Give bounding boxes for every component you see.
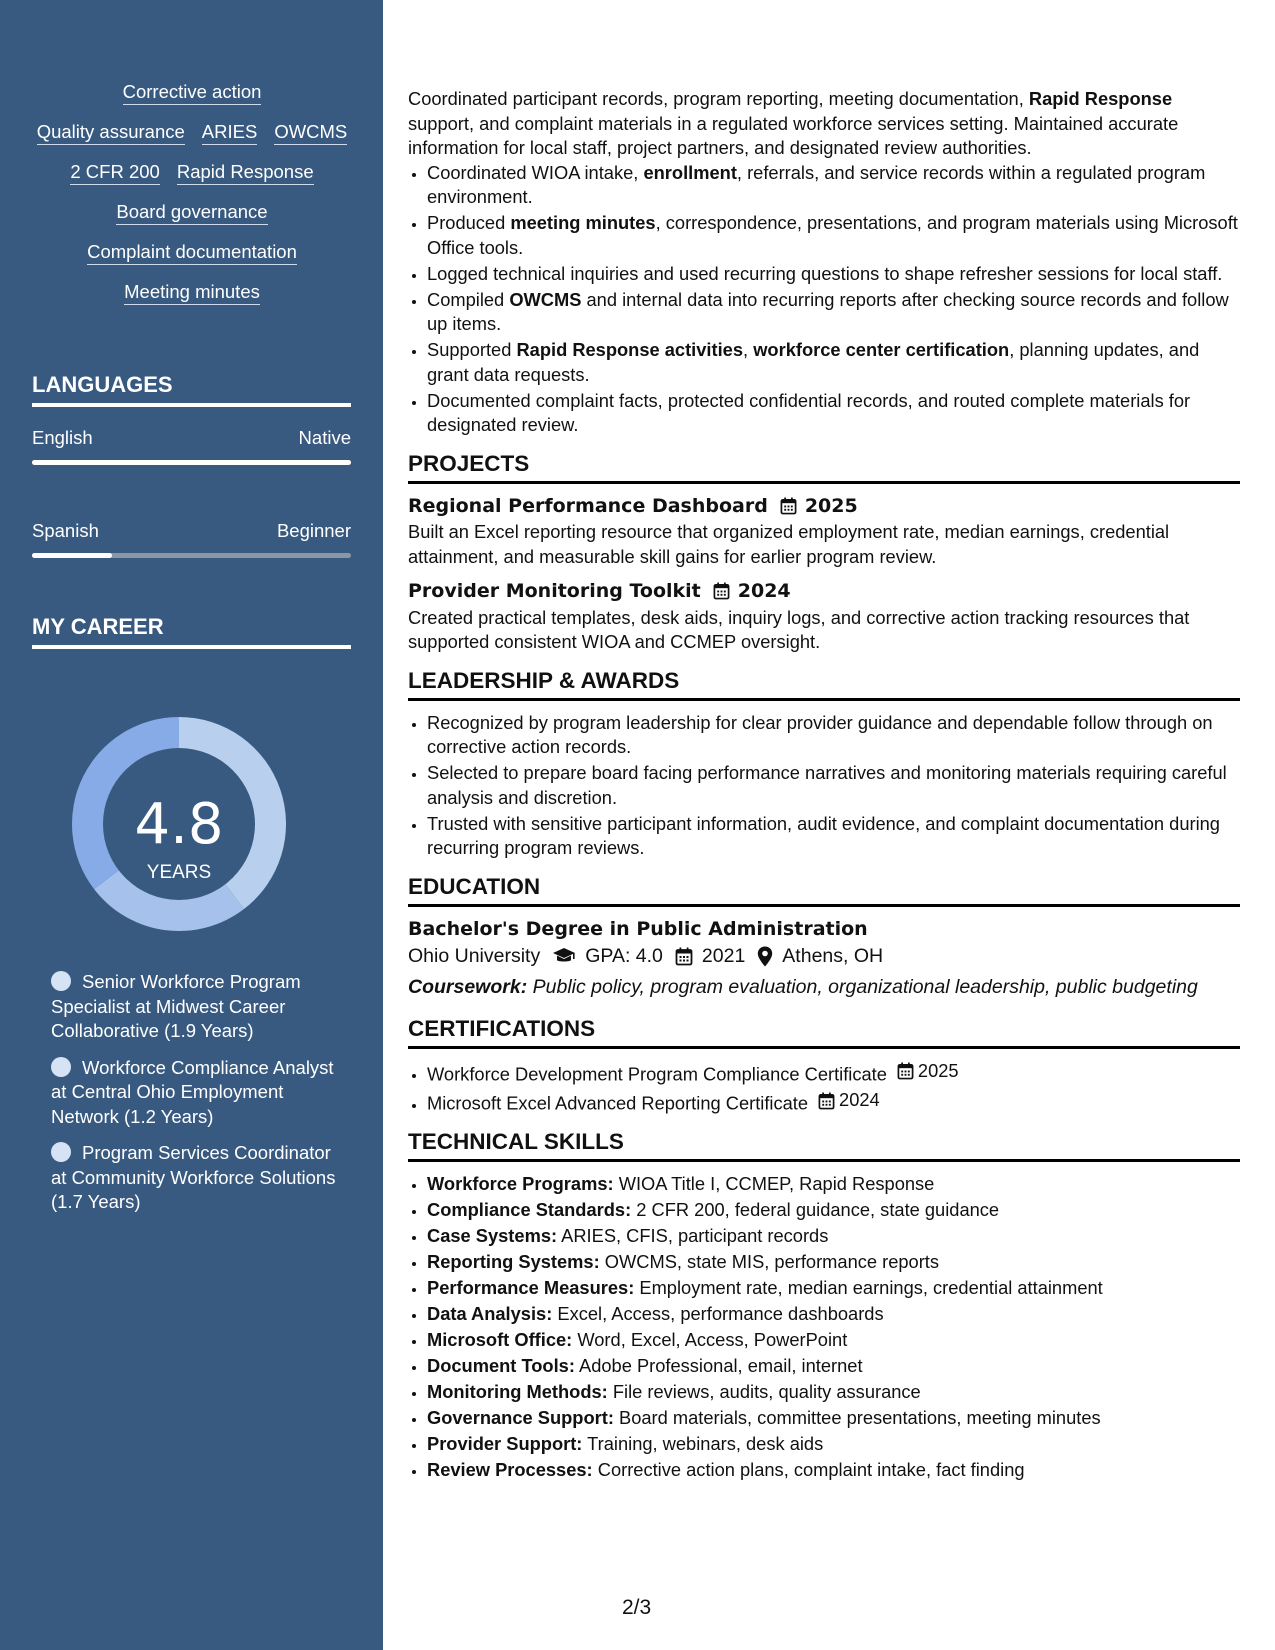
certification-name: Microsoft Excel Advanced Reporting Certificate bbox=[427, 1092, 809, 1114]
project-item bbox=[408, 579, 1240, 655]
certification-item bbox=[427, 1059, 1240, 1087]
skill-values: Employment rate, median earnings, credential attainment bbox=[639, 1277, 1103, 1298]
experience-bullet bbox=[427, 161, 1240, 210]
certification-year: 2025 bbox=[917, 1060, 959, 1081]
text: Coordinated participant records, program reporting, meeting documentation, bbox=[408, 88, 1029, 109]
skill-category: Workforce Programs: bbox=[427, 1173, 614, 1194]
text: support, and complaint materials in a regulated workforce services setting. Maintained accurate information for local staff, project partners, and designated review authorities. bbox=[408, 112, 1179, 158]
projects-heading: PROJECTS bbox=[408, 450, 1240, 484]
technical-skill-item bbox=[427, 1354, 1240, 1379]
skill-row bbox=[32, 280, 352, 305]
bold-text: enrollment bbox=[643, 161, 737, 183]
technical-skill-item bbox=[427, 1432, 1240, 1457]
language-bar-fill bbox=[32, 460, 351, 465]
skill-row bbox=[32, 120, 352, 145]
leadership-item: • Recognized by program leadership for clear provider guidance and dependable follow through on corrective action records. bbox=[427, 711, 1240, 760]
language-level: Native bbox=[298, 427, 351, 448]
languages-heading: LANGUAGES bbox=[32, 372, 351, 407]
calendar-icon bbox=[675, 947, 693, 966]
text: Compiled bbox=[427, 288, 510, 310]
skill-tag: ARIES bbox=[202, 120, 258, 145]
sidebar bbox=[0, 0, 383, 1650]
bullet-dot bbox=[51, 971, 71, 991]
language-bar bbox=[32, 553, 351, 558]
skill-category: Provider Support: bbox=[427, 1433, 583, 1454]
leadership-heading: LEADERSHIP & AWARDS bbox=[408, 667, 1240, 701]
skill-tag: Rapid Response bbox=[177, 160, 314, 185]
technical-skill-item bbox=[427, 1406, 1240, 1431]
experience-bullet bbox=[427, 262, 1240, 287]
bold-text: meeting minutes bbox=[510, 212, 656, 233]
career-item bbox=[51, 1141, 351, 1215]
skill-tag: Complaint documentation bbox=[87, 240, 297, 265]
coursework-text: Public policy, program evaluation, organizational leadership, public budgeting bbox=[532, 975, 1198, 998]
text: , correspondence, presentations, and program materials using Microsoft Office tools. bbox=[427, 212, 1238, 258]
certification-item bbox=[427, 1088, 1240, 1116]
language-name: Spanish bbox=[32, 520, 99, 541]
certifications-list bbox=[408, 1059, 1240, 1116]
experience-bullet bbox=[427, 338, 1240, 387]
skill-category: Case Systems: bbox=[427, 1225, 558, 1246]
bullet-dot bbox=[51, 1142, 71, 1162]
certification-name: Workforce Development Program Compliance Certificate bbox=[427, 1063, 887, 1085]
language-spanish bbox=[32, 520, 351, 558]
technical-skill-item bbox=[427, 1198, 1240, 1223]
career-item bbox=[51, 970, 351, 1044]
skill-category: Reporting Systems: bbox=[427, 1251, 600, 1272]
coursework-label: Coursework: bbox=[408, 975, 528, 998]
project-title: Provider Monitoring Toolkit bbox=[408, 580, 701, 602]
text: , planning updates, and grant data requests. bbox=[427, 339, 1200, 385]
skill-values: ARIES, CFIS, participant records bbox=[561, 1225, 829, 1246]
skill-tags bbox=[32, 80, 352, 320]
skill-category: Data Analysis: bbox=[427, 1303, 553, 1324]
text: Documented complaint facts, protected confidential records, and routed complete materials for designated review. bbox=[427, 389, 1191, 435]
text: and internal data into recurring reports after checking source records and follow up items. bbox=[427, 288, 1229, 334]
skill-category: Microsoft Office: bbox=[427, 1329, 573, 1350]
technical-skill-item bbox=[427, 1224, 1240, 1249]
language-level: Beginner bbox=[276, 520, 351, 541]
bullet-dot bbox=[51, 1057, 71, 1077]
skill-values: 2 CFR 200, federal guidance, state guidance bbox=[636, 1199, 1000, 1220]
text: Logged technical inquiries and used recurring questions to shape refresher sessions for local staff. bbox=[427, 262, 1223, 284]
education-details bbox=[408, 944, 1240, 969]
project-description: Built an Excel reporting resource that organized employment rate, median earnings, credential attainment, and measurable skill gains for earlier program review. bbox=[408, 521, 1170, 567]
skill-category: Monitoring Methods: bbox=[427, 1381, 608, 1402]
calendar-icon bbox=[780, 497, 797, 515]
skill-category: Performance Measures: bbox=[427, 1277, 635, 1298]
career-text: Program Services Coordinator at Community Workforce Solutions (1.7 Years) bbox=[51, 1142, 336, 1212]
career-list bbox=[51, 970, 351, 1227]
text: , referrals, and service records within a regulated program environment. bbox=[427, 161, 1206, 207]
skill-values: OWCMS, state MIS, performance reports bbox=[604, 1251, 940, 1272]
language-english bbox=[32, 427, 351, 465]
text: , bbox=[743, 339, 754, 360]
skill-category: Document Tools: bbox=[427, 1355, 575, 1376]
education-heading: EDUCATION bbox=[408, 873, 1240, 907]
technical-skill-item bbox=[427, 1276, 1240, 1301]
text: Supported bbox=[427, 339, 517, 360]
project-year: 2024 bbox=[737, 580, 791, 602]
gpa: GPA: 4.0 bbox=[585, 945, 663, 967]
graduation-cap-icon bbox=[552, 947, 576, 965]
project-description: Created practical templates, desk aids, inquiry logs, and corrective action tracking resources that supported consistent WIOA and CCMEP oversight. bbox=[408, 606, 1190, 652]
skill-values: Excel, Access, performance dashboards bbox=[557, 1303, 884, 1324]
language-bar bbox=[32, 460, 351, 465]
bold-text: OWCMS bbox=[509, 288, 582, 310]
project-title: Regional Performance Dashboard bbox=[408, 494, 768, 517]
skill-values: WIOA Title I, CCMEP, Rapid Response bbox=[618, 1173, 935, 1194]
skill-category: Review Processes: bbox=[427, 1459, 593, 1480]
skill-tag: 2 CFR 200 bbox=[70, 160, 159, 185]
text: Coordinated WIOA intake, bbox=[427, 161, 644, 183]
skill-values: Training, webinars, desk aids bbox=[587, 1433, 824, 1454]
projects-list bbox=[408, 494, 1240, 655]
technical-skill-item bbox=[427, 1458, 1240, 1483]
technical-skill-item bbox=[427, 1328, 1240, 1353]
career-heading: MY CAREER bbox=[32, 614, 351, 649]
calendar-icon bbox=[818, 1092, 835, 1110]
skill-category: Governance Support: bbox=[427, 1407, 614, 1428]
career-text: Workforce Compliance Analyst at Central Ohio Employment Network (1.2 Years) bbox=[51, 1056, 334, 1127]
skill-tag: OWCMS bbox=[274, 120, 347, 145]
language-name: English bbox=[32, 427, 93, 448]
main-content bbox=[408, 87, 1240, 1484]
project-year: 2025 bbox=[804, 494, 858, 517]
career-item bbox=[51, 1056, 351, 1130]
language-bar-fill bbox=[32, 553, 112, 558]
bold-text: Rapid Response bbox=[1028, 88, 1173, 109]
skill-values: Word, Excel, Access, PowerPoint bbox=[577, 1329, 848, 1350]
technical-skill-item bbox=[427, 1302, 1240, 1327]
coursework bbox=[408, 975, 1240, 1000]
technical-skill-item bbox=[427, 1380, 1240, 1405]
certifications-heading: CERTIFICATIONS bbox=[408, 1015, 1240, 1049]
technical-skill-item bbox=[427, 1250, 1240, 1275]
calendar-icon bbox=[713, 582, 730, 600]
skill-tag: Quality assurance bbox=[37, 120, 185, 145]
leadership-list bbox=[408, 711, 1240, 861]
graduation-year: 2021 bbox=[701, 945, 746, 967]
map-pin-icon bbox=[757, 946, 773, 967]
technical-skills-heading: TECHNICAL SKILLS bbox=[408, 1128, 1240, 1162]
school-name: Ohio University bbox=[408, 945, 541, 967]
text: Produced bbox=[427, 212, 511, 233]
calendar-icon bbox=[897, 1062, 914, 1080]
skill-category: Compliance Standards: bbox=[427, 1199, 632, 1220]
leadership-item: • Selected to prepare board facing performance narratives and monitoring materials requiring careful analysis and discretion. bbox=[427, 761, 1240, 810]
skill-row bbox=[32, 200, 352, 225]
skill-tag: Corrective action bbox=[123, 80, 262, 105]
skill-row bbox=[32, 240, 352, 265]
skill-values: Adobe Professional, email, internet bbox=[579, 1355, 863, 1376]
leadership-item: • Trusted with sensitive participant information, audit evidence, and complaint documentation during recurring program reviews. bbox=[427, 812, 1240, 861]
technical-skill-item bbox=[427, 1172, 1240, 1197]
degree-title: Bachelor's Degree in Public Administration bbox=[408, 917, 868, 940]
career-text: Senior Workforce Program Specialist at Midwest Career Collaborative (1.9 Years) bbox=[51, 971, 301, 1041]
project-item bbox=[408, 494, 1240, 570]
career-donut-chart bbox=[64, 709, 294, 939]
experience-bullet bbox=[427, 389, 1240, 438]
experience-bullet bbox=[427, 288, 1240, 337]
skill-values: Corrective action plans, complaint intake, fact finding bbox=[597, 1459, 1025, 1480]
page-number: 2/3 bbox=[622, 1596, 652, 1619]
skill-tag: Meeting minutes bbox=[124, 280, 260, 305]
technical-skills-list bbox=[408, 1172, 1240, 1483]
skill-tag: Board governance bbox=[116, 200, 267, 225]
skill-row bbox=[32, 160, 352, 185]
school-location: Athens, OH bbox=[782, 945, 884, 967]
experience-bullet bbox=[427, 211, 1240, 260]
career-total: 4.8 bbox=[134, 792, 224, 857]
bold-text: workforce center certification bbox=[753, 339, 1010, 360]
bold-text: Rapid Response activities bbox=[516, 339, 744, 360]
certification-year: 2024 bbox=[839, 1089, 880, 1111]
skill-values: File reviews, audits, quality assurance bbox=[612, 1381, 921, 1402]
experience-bullets bbox=[408, 161, 1240, 438]
skill-values: Board materials, committee presentations, meeting minutes bbox=[619, 1407, 1101, 1428]
skill-row bbox=[32, 80, 352, 105]
experience-summary bbox=[408, 87, 1240, 161]
career-unit: YEARS bbox=[146, 862, 212, 883]
